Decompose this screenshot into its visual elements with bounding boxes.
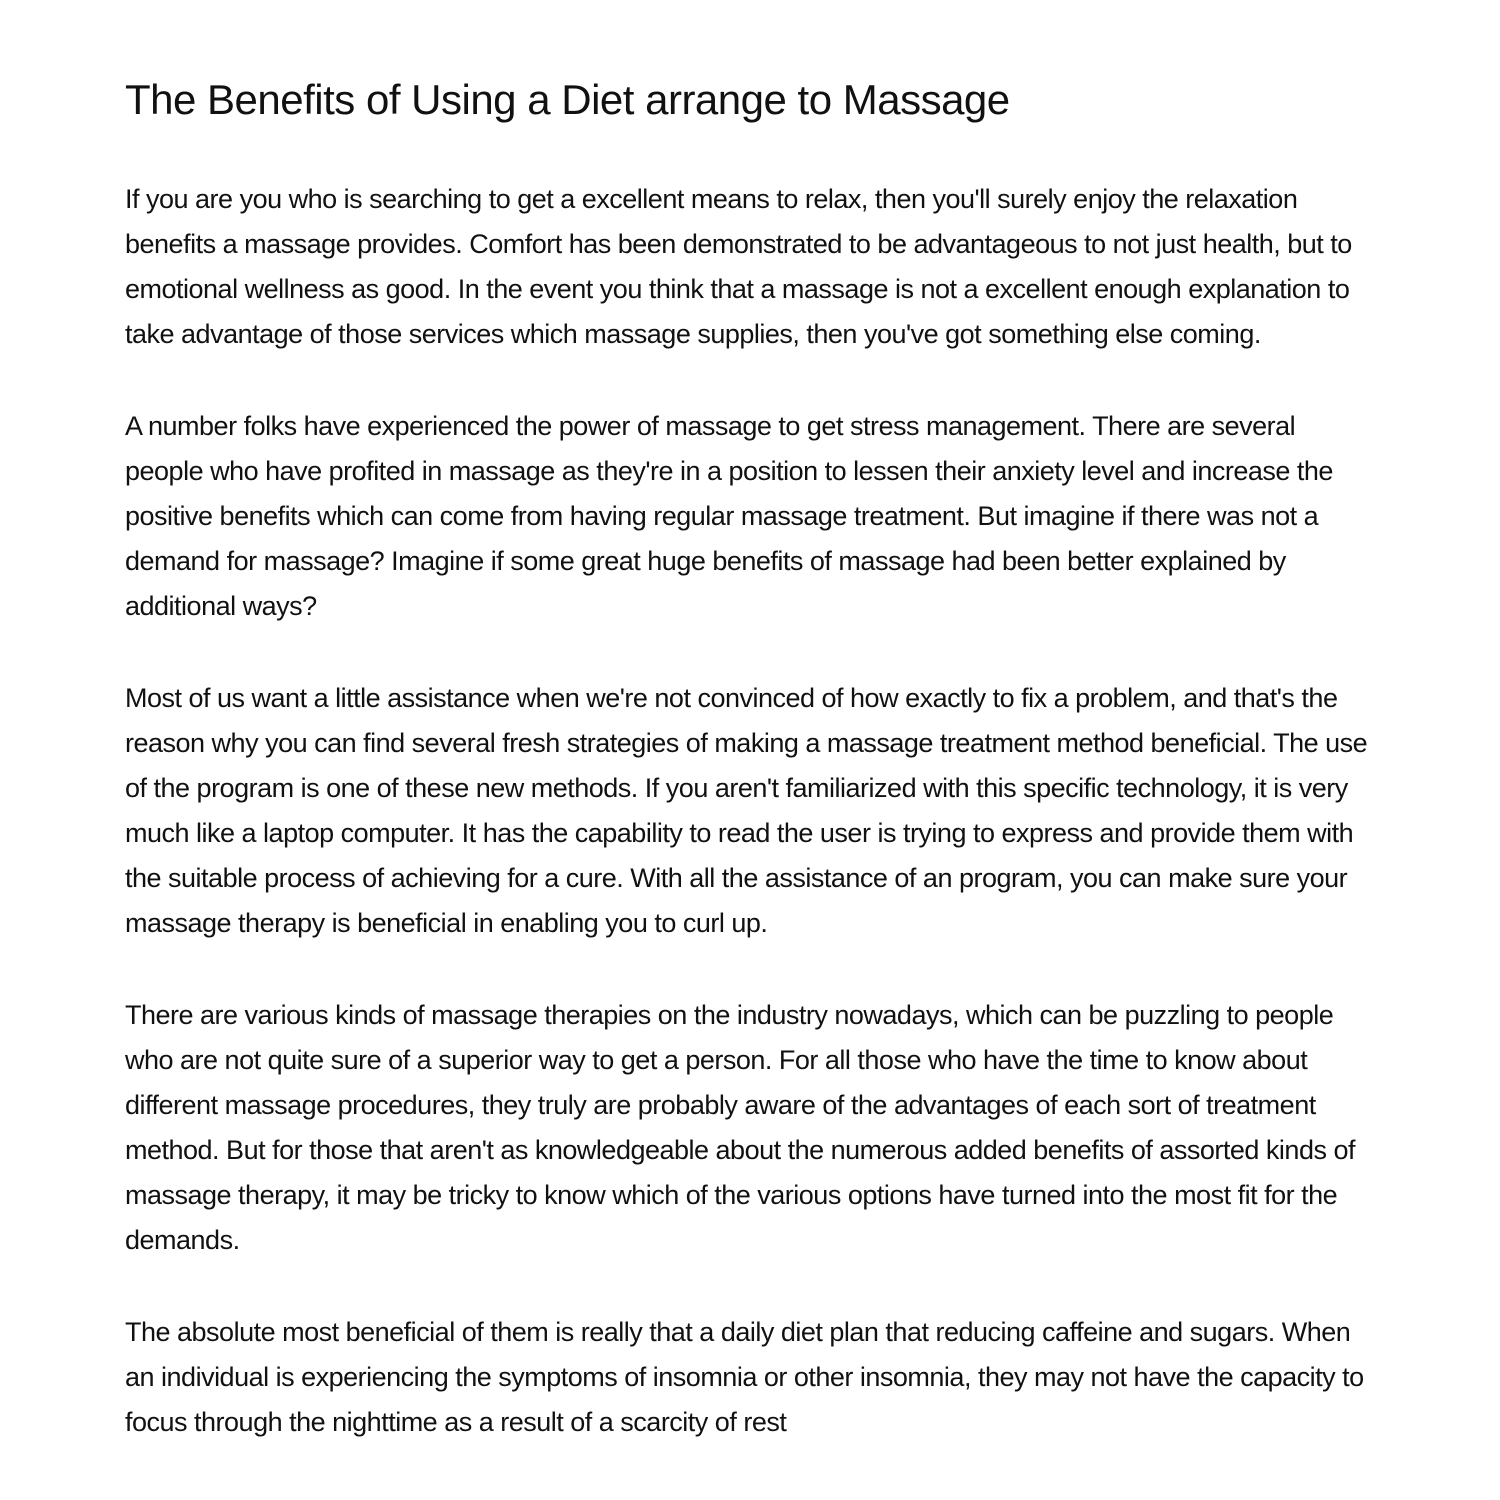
document-content (125, 70, 1380, 1445)
paragraph: If you are you who is searching to get a excellent means to relax, then you'll surely enjoy the relaxation benefits a massage provides. Comfort has been demonstrated to be advantageous to not just health, but to emotional wellness as good. In the event you think that a massage is not a excellent enough explanation to take advantage of those services which massage supplies, then you've got something else coming. (125, 184, 1352, 349)
paragraph: A number folks have experienced the power of massage to get stress management. There are several people who have profited in massage as they're in a position to lessen their anxiety level and increase the positive benefits which can come from having regular massage treatment. But imagine if there was not a demand for massage? Imagine if some great huge benefits of massage had been better explained by additional ways? (125, 411, 1333, 621)
paragraph: The absolute most beneficial of them is really that a daily diet plan that reducing caffeine and sugars. When an individual is experiencing the symptoms of insomnia or other insomnia, they may not have the capacity to focus through the nighttime as a result of a scarcity of rest (125, 1317, 1364, 1437)
page-title: The Benefits of Using a Diet arrange to Massage (125, 76, 1010, 123)
article-body (125, 177, 1380, 1445)
paragraph: Most of us want a little assistance when we're not convinced of how exactly to fix a problem, and that's the reason why you can find several fresh strategies of making a massage treatment method beneficial. The use of the program is one of these new methods. If you aren't familiarized with this specific technology, it is very much like a laptop computer. It has the capability to read the user is trying to express and provide them with the suitable process of achieving for a cure. With all the assistance of an program, you can make sure your massage therapy is beneficial in enabling you to curl up. (125, 683, 1368, 938)
paragraph: There are various kinds of massage therapies on the industry nowadays, which can be puzzling to people who are not quite sure of a superior way to get a person. For all those who have the time to know about different massage procedures, they truly are probably aware of the advantages of each sort of treatment method. But for those that aren't as knowledgeable about the numerous added benefits of assorted kinds of massage therapy, it may be tricky to know which of the various options have turned into the most fit for the demands. (125, 1000, 1355, 1255)
